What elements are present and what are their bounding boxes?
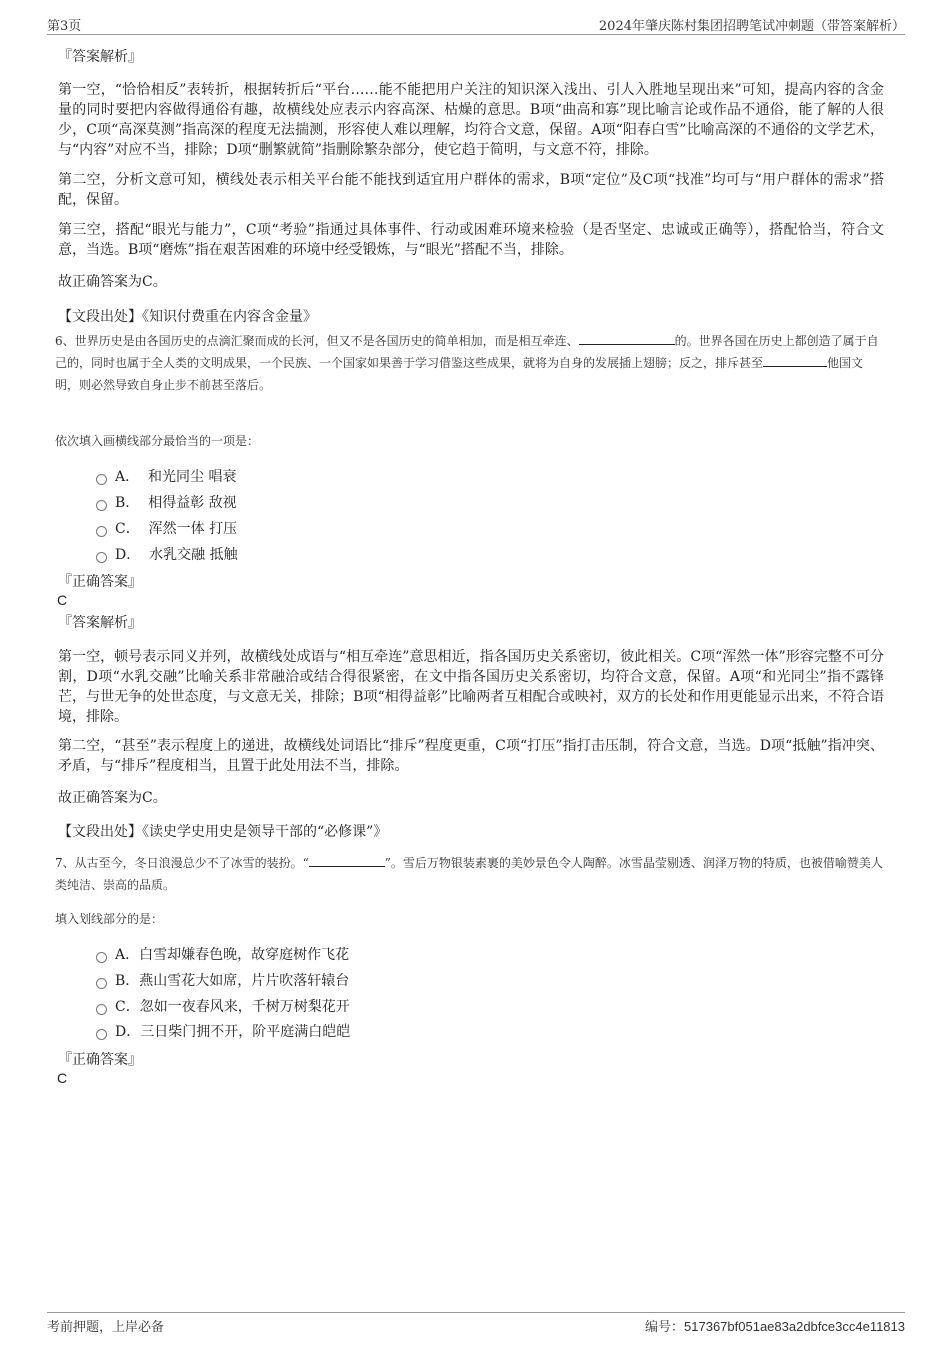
q5-analysis-p1: 第一空，“恰恰相反”表转折，根据转折后“平台……能不能把用户关注的知识深入浅出、引人入胜地呈现出来”可知，提高内容的含金量的同时要把内容做得通俗有趣，故横线处应表示内容高深、枯燥的意思。B项“曲高和寡”现比喻言论或作品不通俗，能了解的人很少，C项“高深莫测”指高深的程度无法揣测，形容使人难以理解，均符合文意，保留。A项“阳春白雪”比喻高深的不通俗的文学艺术，与“内容”对应不当，排除；D项“删繁就简”指删除繁杂部分，使它趋于简明，与文意不符，排除。: [58, 82, 884, 158]
q6-stem: [55, 330, 885, 396]
page-number: 第3页: [47, 19, 82, 34]
option-text: 水乳交融 抵触: [149, 547, 238, 563]
q7-instruction: 填入划线部分的是：: [55, 912, 164, 926]
q7-option-c[interactable]: [96, 997, 350, 1017]
code-value: 517367bf051ae83a2dbfce3cc4e11813: [684, 1319, 905, 1334]
radio-icon[interactable]: [96, 552, 107, 563]
q5-analysis-label: 『答案解析』: [58, 49, 142, 65]
radio-icon[interactable]: [96, 952, 107, 963]
footer-slogan: 考前押题，上岸必备: [47, 1320, 165, 1335]
option-text: 相得益彰 敌视: [148, 495, 237, 511]
option-text: 和光同尘 唱衰: [148, 469, 237, 485]
q6-analysis-p2: 第二空，“甚至”表示程度上的递进，故横线处词语比“排斥”程度更重，C项“打压”指打击压制，符合文意，当选。D项“抵触”指冲突、矛盾，与“排斥”程度相当，且置于此处用法不当，排除。: [58, 738, 884, 774]
q7-correct-label: 『正确答案』: [58, 1052, 142, 1068]
option-label: B．: [115, 495, 140, 511]
option-text: 忽如一夜春风来，千树万树梨花开: [139, 999, 350, 1015]
radio-icon[interactable]: [96, 978, 107, 989]
option-label: B．: [115, 973, 140, 989]
q5-conclusion: 故正确答案为C。: [58, 274, 167, 290]
document-title: 2024年肇庆陈村集团招聘笔试冲刺题（带答案解析）: [598, 19, 905, 34]
radio-icon[interactable]: [96, 500, 107, 511]
radio-icon[interactable]: [96, 1004, 107, 1015]
option-text: 白雪却嫌春色晚，故穿庭树作飞花: [139, 947, 350, 963]
q5-source: 【文段出处】《知识付费重在内容含金量》: [58, 309, 317, 325]
q7-option-b[interactable]: [96, 971, 349, 991]
q7-blank: [309, 854, 385, 867]
q7-stem: [55, 852, 885, 896]
option-label: C．: [115, 999, 140, 1015]
q7-correct-answer: C: [57, 1070, 68, 1086]
q7-stem-part-a: 7、从古至今，冬日浪漫总少不了冰雪的装扮。“: [55, 856, 309, 870]
radio-icon[interactable]: [96, 474, 107, 485]
q6-stem-part-b: 的。世界各国在历史上都创造了属于自己的，同时也属于全人类的文明成果，一个民族、一个国家如果善于学习借鉴这些成果，就将为自身的发展插上翅膀；反之，排斥甚至: [55, 334, 879, 370]
q6-analysis-p1: 第一空，顿号表示同义并列，故横线处成语与“相互牵连”意思相近，指各国历史关系密切，彼此相关。C项“浑然一体”形容完整不可分割，D项“水乳交融”比喻关系非常融洽或结合得很紧密，在文中指各国历史关系密切，均符合文意，保留。A项“和光同尘”指不露锋芒，与世无争的处世态度，与文意无关，排除；B项“相得益彰”比喻两者互相配合或映衬，双方的长处和作用更能显示出来，不符合语境，排除。: [58, 649, 884, 725]
document-code: [645, 1316, 905, 1335]
option-label: D．: [115, 547, 141, 563]
radio-icon[interactable]: [96, 1029, 107, 1040]
option-text: 三日柴门拥不开，阶平庭满白皑皑: [140, 1024, 351, 1040]
q7-stem-part-b: ”。雪后万物银装素裹的美妙景色令人陶醉。冰雪晶莹剔透、润泽万物的特质，也被借喻赞美人类纯洁、崇高的品质。: [55, 856, 883, 892]
q6-blank-2: [763, 354, 827, 367]
option-label: D．: [115, 1024, 141, 1040]
q6-conclusion: 故正确答案为C。: [58, 790, 167, 806]
q6-stem-part-a: 6、世界历史是由各国历史的点滴汇聚而成的长河，但又不是各国历史的简单相加，而是相互牵连、: [55, 334, 579, 348]
q6-correct-answer: C: [57, 592, 68, 608]
q6-source: 【文段出处】《读史学史用史是领导干部的“必修课”》: [58, 824, 388, 840]
option-label: A．: [115, 469, 140, 485]
option-text: 燕山雪花大如席，片片吹落轩辕台: [139, 973, 350, 989]
q6-blank-1: [579, 332, 675, 345]
q5-analysis-p3: 第三空，搭配“眼光与能力”，C项“考验”指通过具体事件、行动或困难环境来检验（是否坚定、忠诚或正确等），搭配恰当，符合文意，当选。B项“磨炼”指在艰苦困难的环境中经受锻炼，与“眼光”搭配不当，排除。: [58, 222, 884, 258]
q6-option-d[interactable]: [96, 545, 238, 565]
option-text: 浑然一体 打压: [148, 521, 238, 537]
q7-option-a[interactable]: [96, 945, 349, 965]
page-footer: [47, 1312, 905, 1337]
q6-analysis-label: 『答案解析』: [58, 615, 142, 631]
q6-instruction: 依次填入画横线部分最恰当的一项是：: [55, 434, 260, 448]
option-label: A．: [115, 947, 140, 963]
q7-option-d[interactable]: [96, 1022, 350, 1042]
q6-option-b[interactable]: [96, 493, 237, 513]
code-label: 编号：: [645, 1320, 685, 1335]
radio-icon[interactable]: [96, 526, 107, 537]
option-label: C．: [115, 521, 140, 537]
q6-correct-label: 『正确答案』: [58, 574, 142, 590]
q6-option-c[interactable]: [96, 519, 237, 539]
q5-analysis-p2: 第二空，分析文意可知，横线处表示相关平台能不能找到适宜用户群体的需求，B项“定位”及C项“找准”均可与“用户群体的需求”搭配，保留。: [58, 172, 884, 208]
page-header: [47, 12, 905, 35]
q6-option-a[interactable]: [96, 467, 236, 487]
q6-stem-part-c: 他国文明，则必然导致自身止步不前甚至落后。: [55, 356, 864, 392]
